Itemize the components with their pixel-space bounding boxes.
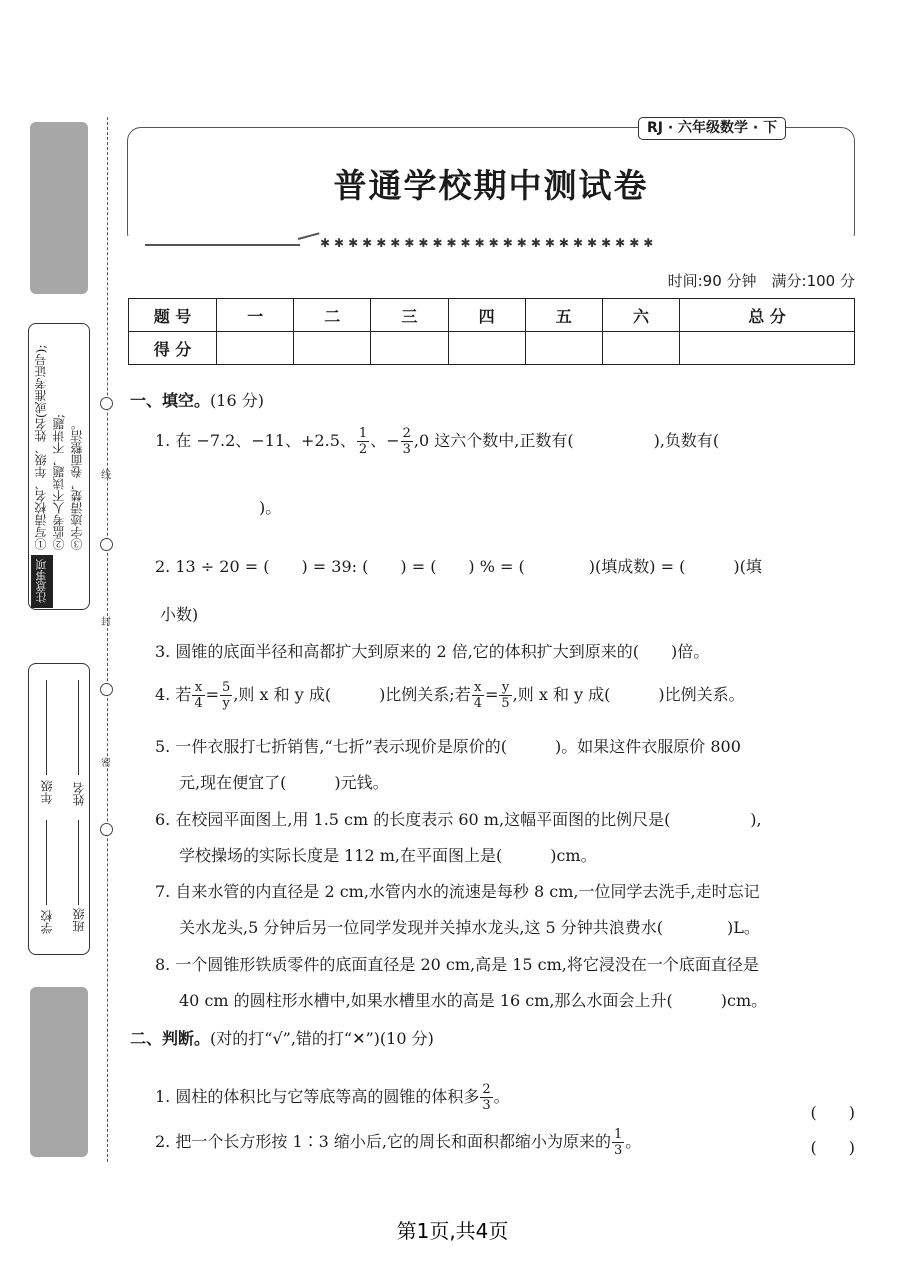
score-table-score-row (129, 332, 855, 365)
fraction-denominator: 2 (358, 442, 368, 457)
question-1-5: 5. 一件衣服打七折销售,“七折”表示现价是原价的( )。如果这件衣服原价 800 (155, 737, 741, 756)
score-input-cell[interactable] (371, 332, 448, 365)
fraction-numerator: 1 (613, 1127, 623, 1142)
question-1-6: 6. 在校园平面图上,用 1.5 cm 的长度表示 60 m,这幅平面图的比例尺是( ), (155, 810, 762, 829)
q-text: ,0 这六个数中,正数有( ),负数有( (413, 431, 720, 450)
field-class-line[interactable] (78, 820, 79, 905)
binding-hole (100, 683, 113, 696)
title-underline (145, 244, 300, 246)
score-table-cell: 得 分 (129, 332, 217, 365)
question-1-4 (155, 680, 745, 711)
fraction-denominator: 4 (473, 696, 482, 711)
field-school-label: 学校 (40, 910, 54, 934)
field-name-line[interactable] (78, 680, 79, 775)
score-table-cell: 四 (448, 299, 525, 332)
field-class-label: 班级 (72, 908, 86, 932)
q-text: 。 (625, 1132, 642, 1151)
field-school-line[interactable] (46, 820, 47, 905)
question-1-2: 2. 13 ÷ 20 = ( ) = 39: ( ) = ( ) % = ( )(填成数) = ( )(填 (155, 557, 762, 576)
fraction-denominator: 3 (402, 442, 411, 457)
fraction-numerator: 2 (402, 426, 411, 441)
q-text: ,则 x 和 y 成( )比例关系;若 (233, 685, 471, 704)
score-table-cell: 五 (525, 299, 602, 332)
fraction (192, 680, 204, 711)
field-grade-label: 年级 (40, 780, 54, 804)
page-title: 普通学校期中测试卷 (333, 166, 649, 205)
question-1-2-cont: 小数) (160, 605, 199, 624)
fraction-numerator: x (192, 680, 204, 696)
score-input-cell[interactable] (680, 332, 855, 365)
fraction-numerator: x (472, 680, 484, 696)
q-text: = (484, 685, 499, 704)
question-1-8-cont: 40 cm 的圆柱形水槽中,如果水槽里水的高是 16 cm,那么水面会上升( )cm。 (179, 991, 768, 1010)
binding-gray-box-bottom (30, 987, 88, 1157)
q-text: = (205, 685, 220, 704)
fraction-denominator: y (222, 696, 230, 711)
binding-hole (100, 538, 113, 551)
score-table-cell: 总 分 (680, 299, 855, 332)
field-grade-line[interactable] (46, 680, 47, 775)
q-text: 。 (493, 1087, 510, 1106)
fraction (499, 680, 511, 711)
section-1-heading (130, 388, 264, 411)
fraction (357, 426, 369, 457)
q-text: 2. 把一个长方形按 1∶3 缩小后,它的周长和面积都缩小为原来的 (155, 1132, 611, 1151)
question-1-5-cont: 元,现在便宜了( )元钱。 (179, 773, 389, 792)
binding-gray-box-top (30, 122, 88, 294)
score-input-cell[interactable] (217, 332, 294, 365)
section-1-points: (16 分) (210, 391, 264, 410)
q-text: 、− (370, 431, 400, 450)
q-text: 1. 在 −7.2、−11、+2.5、 (155, 431, 356, 450)
cut-dashed-line (107, 117, 108, 1162)
binding-hole (100, 397, 113, 410)
question-2-2 (155, 1127, 641, 1158)
fraction-numerator: 1 (358, 426, 368, 441)
fraction-numerator: 5 (222, 680, 231, 695)
fraction (401, 426, 413, 457)
question-1-3: 3. 圆锥的底面半径和高都扩大到原来的 2 倍,它的体积扩大到原来的( )倍。 (155, 642, 710, 661)
section-2-heading (130, 1026, 434, 1049)
score-input-cell[interactable] (602, 332, 679, 365)
fraction (472, 680, 484, 711)
score-table-cell: 二 (294, 299, 371, 332)
notes-line-1: ①写清校名、年级、姓名(或准考证号); (34, 344, 48, 550)
section-1-title: 一、填空。 (130, 391, 211, 410)
q-text: 4. 若 (155, 685, 192, 704)
notes-line-3: ③字迹清楚，卷面整洁。 (70, 418, 84, 550)
q-text: ,则 x 和 y 成( )比例关系。 (512, 685, 745, 704)
binding-hole (100, 823, 113, 836)
score-table-cell: 六 (602, 299, 679, 332)
fraction-denominator: 4 (194, 696, 203, 711)
score-input-cell[interactable] (525, 332, 602, 365)
score-table-cell: 题 号 (129, 299, 217, 332)
answer-bracket[interactable]: ( ) (810, 1138, 855, 1157)
notes-title: 注意事项 (31, 555, 53, 608)
edition-tag: RJ · 六年级数学 · 下 (638, 117, 786, 140)
fraction-numerator: y (499, 680, 511, 696)
score-table-cell: 一 (217, 299, 294, 332)
section-2-instruction: (对的打“√”,错的打“✕”)(10 分) (210, 1029, 434, 1048)
score-table-cell: 三 (371, 299, 448, 332)
score-input-cell[interactable] (294, 332, 371, 365)
notes-line-2: ②监考人不读题，不讲题; (52, 413, 66, 550)
score-input-cell[interactable] (448, 332, 525, 365)
cut-label-seal: 封 (101, 617, 111, 628)
decorative-stars: ✱✱✱✱✱✱✱✱✱✱✱✱✱✱✱✱✱✱✱✱✱✱✱✱ (320, 236, 658, 250)
question-1-7: 7. 自来水管的内直径是 2 cm,水管内水的流速是每秒 8 cm,一位同学去洗手,走时忘记 (155, 882, 760, 901)
score-table (128, 298, 855, 365)
field-name-label: 姓名 (72, 782, 86, 806)
fraction (220, 680, 232, 711)
cut-label-dense: 密 (101, 758, 111, 769)
fraction-denominator: 3 (613, 1143, 623, 1158)
fraction-denominator: 5 (501, 696, 510, 711)
answer-bracket[interactable]: ( ) (810, 1103, 855, 1122)
page-number: 第1页,共4页 (396, 1219, 509, 1243)
section-2-title: 二、判断。 (130, 1029, 211, 1048)
question-1-7-cont: 关水龙头,5 分钟后另一位同学发现并关掉水龙头,这 5 分钟共浪费水( )L。 (179, 918, 760, 937)
question-1-8: 8. 一个圆锥形铁质零件的底面直径是 20 cm,高是 15 cm,将它浸没在一个底面直径是 (155, 955, 759, 974)
fraction-denominator: 3 (482, 1098, 491, 1113)
fraction (612, 1127, 624, 1158)
q-text: 1. 圆柱的体积比与它等底等高的圆锥的体积多 (155, 1087, 480, 1106)
score-table-header-row (129, 299, 855, 332)
fraction-numerator: 2 (482, 1082, 491, 1097)
question-1-1 (155, 426, 719, 457)
cut-label-line: 线 (101, 470, 111, 481)
exam-time-info: 时间:90 分钟 满分:100 分 (667, 272, 855, 290)
question-1-1-cont: )。 (179, 498, 282, 517)
question-1-6-cont: 学校操场的实际长度是 112 m,在平面图上是( )cm。 (179, 846, 597, 865)
question-2-1 (155, 1082, 510, 1113)
fraction (480, 1082, 492, 1113)
